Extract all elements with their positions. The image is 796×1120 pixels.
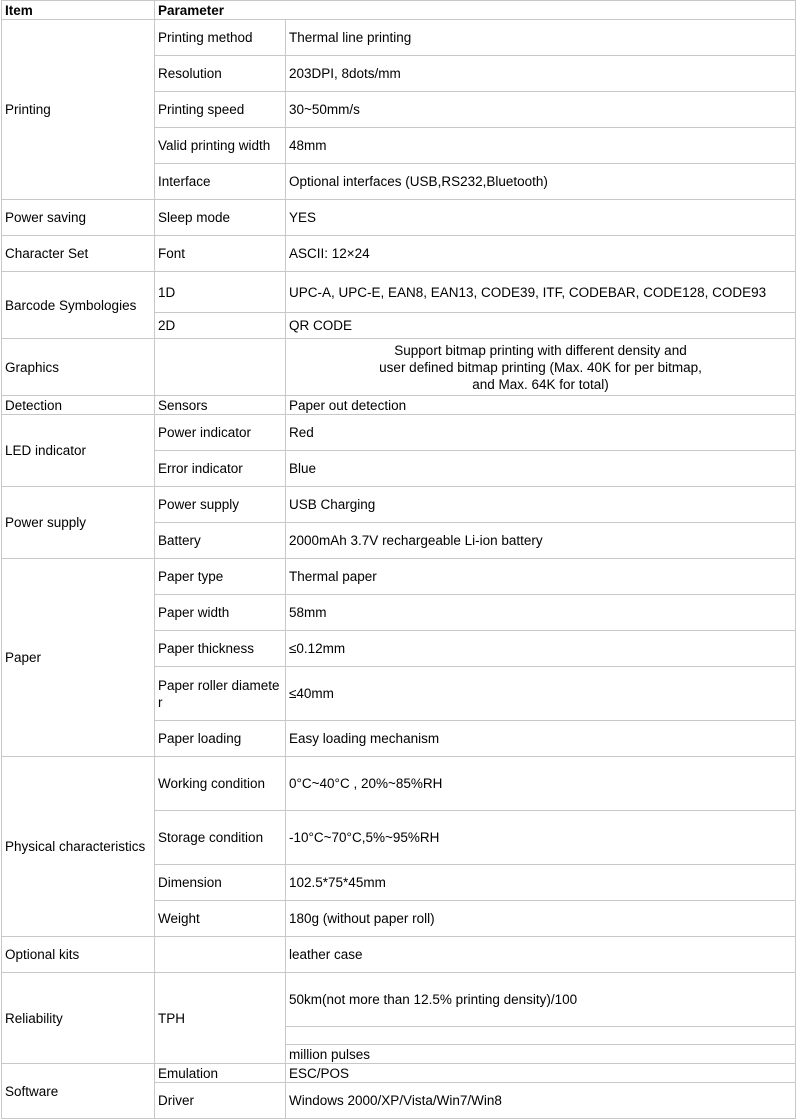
table-row — [2, 1064, 796, 1083]
value-cell: 0°C~40°C , 20%~85%RH — [286, 757, 796, 811]
header-row — [2, 1, 796, 20]
graphics-line: and Max. 64K for total) — [472, 376, 609, 392]
param-cell: Power supply — [155, 487, 286, 523]
value-cell-empty — [286, 1027, 796, 1045]
value-cell: leather case — [286, 937, 796, 973]
table-row — [2, 396, 796, 415]
table-row — [2, 20, 796, 56]
item-printing: Printing — [2, 20, 155, 200]
value-cell: YES — [286, 200, 796, 236]
table-row — [2, 339, 796, 396]
item-led: LED indicator — [2, 415, 155, 487]
item-power-saving: Power saving — [2, 200, 155, 236]
item-detection: Detection — [2, 396, 155, 415]
item-paper: Paper — [2, 559, 155, 757]
value-cell: 58mm — [286, 595, 796, 631]
param-cell: Emulation — [155, 1064, 286, 1083]
value-cell: Thermal line printing — [286, 20, 796, 56]
header-parameter: Parameter — [155, 1, 796, 20]
param-cell — [155, 937, 286, 973]
table-row — [2, 937, 796, 973]
value-cell: ESC/POS — [286, 1064, 796, 1083]
value-cell: 2000mAh 3.7V rechargeable Li-ion battery — [286, 523, 796, 559]
param-cell: 1D — [155, 272, 286, 313]
item-optional-kits: Optional kits — [2, 937, 155, 973]
item-graphics: Graphics — [2, 339, 155, 396]
param-cell: Paper loading — [155, 721, 286, 757]
item-reliability: Reliability — [2, 973, 155, 1064]
value-cell: Paper out detection — [286, 396, 796, 415]
param-cell — [155, 339, 286, 396]
value-cell: Thermal paper — [286, 559, 796, 595]
item-physical: Physical characteristics — [2, 757, 155, 937]
param-cell: Interface — [155, 164, 286, 200]
value-cell: -10°C~70°C,5%~95%RH — [286, 811, 796, 865]
table-row — [2, 236, 796, 272]
value-cell: UPC-A, UPC-E, EAN8, EAN13, CODE39, ITF, CODEBAR, CODE128, CODE93 — [286, 272, 796, 313]
value-cell: Blue — [286, 451, 796, 487]
param-cell: Storage condition — [155, 811, 286, 865]
param-cell: Paper roller diameter — [155, 667, 286, 721]
param-cell: Paper type — [155, 559, 286, 595]
item-power-supply: Power supply — [2, 487, 155, 559]
value-cell: Red — [286, 415, 796, 451]
param-cell: Printing speed — [155, 92, 286, 128]
item-barcode: Barcode Symbologies — [2, 272, 155, 339]
param-cell: Printing method — [155, 20, 286, 56]
param-cell: Battery — [155, 523, 286, 559]
value-cell: ASCII: 12×24 — [286, 236, 796, 272]
param-cell: Sensors — [155, 396, 286, 415]
value-cell: 30~50mm/s — [286, 92, 796, 128]
table-row — [2, 487, 796, 523]
graphics-line: Support bitmap printing with different density and — [394, 342, 687, 358]
value-cell: Optional interfaces (USB,RS232,Bluetooth) — [286, 164, 796, 200]
table-row — [2, 415, 796, 451]
value-cell: 48mm — [286, 128, 796, 164]
param-cell: Error indicator — [155, 451, 286, 487]
param-cell: Resolution — [155, 56, 286, 92]
param-cell: Valid printing width — [155, 128, 286, 164]
table-row — [2, 272, 796, 313]
value-cell: 50km(not more than 12.5% printing density)/100 — [286, 973, 796, 1027]
param-cell: Driver — [155, 1083, 286, 1119]
value-cell — [286, 339, 796, 396]
spec-table — [1, 0, 796, 1119]
param-cell: Sleep mode — [155, 200, 286, 236]
table-row — [2, 757, 796, 811]
param-cell: Paper thickness — [155, 631, 286, 667]
value-cell: 180g (without paper roll) — [286, 901, 796, 937]
param-cell: Dimension — [155, 865, 286, 901]
param-cell: Weight — [155, 901, 286, 937]
param-cell: Working condition — [155, 757, 286, 811]
param-cell: 2D — [155, 313, 286, 339]
value-cell: ≤0.12mm — [286, 631, 796, 667]
graphics-line: user defined bitmap printing (Max. 40K for per bitmap, — [379, 359, 702, 375]
param-cell: Paper width — [155, 595, 286, 631]
value-cell: Windows 2000/XP/Vista/Win7/Win8 — [286, 1083, 796, 1119]
item-character-set: Character Set — [2, 236, 155, 272]
value-cell: 203DPI, 8dots/mm — [286, 56, 796, 92]
item-software: Software — [2, 1064, 155, 1119]
value-cell: ≤40mm — [286, 667, 796, 721]
table-row — [2, 200, 796, 236]
table-row — [2, 973, 796, 1027]
param-cell: Font — [155, 236, 286, 272]
param-cell: Power indicator — [155, 415, 286, 451]
header-item: Item — [2, 1, 155, 20]
table-row — [2, 559, 796, 595]
param-cell: TPH — [155, 973, 286, 1064]
value-cell: QR CODE — [286, 313, 796, 339]
value-cell: Easy loading mechanism — [286, 721, 796, 757]
value-cell: USB Charging — [286, 487, 796, 523]
value-cell: 102.5*75*45mm — [286, 865, 796, 901]
value-cell: million pulses — [286, 1045, 796, 1064]
